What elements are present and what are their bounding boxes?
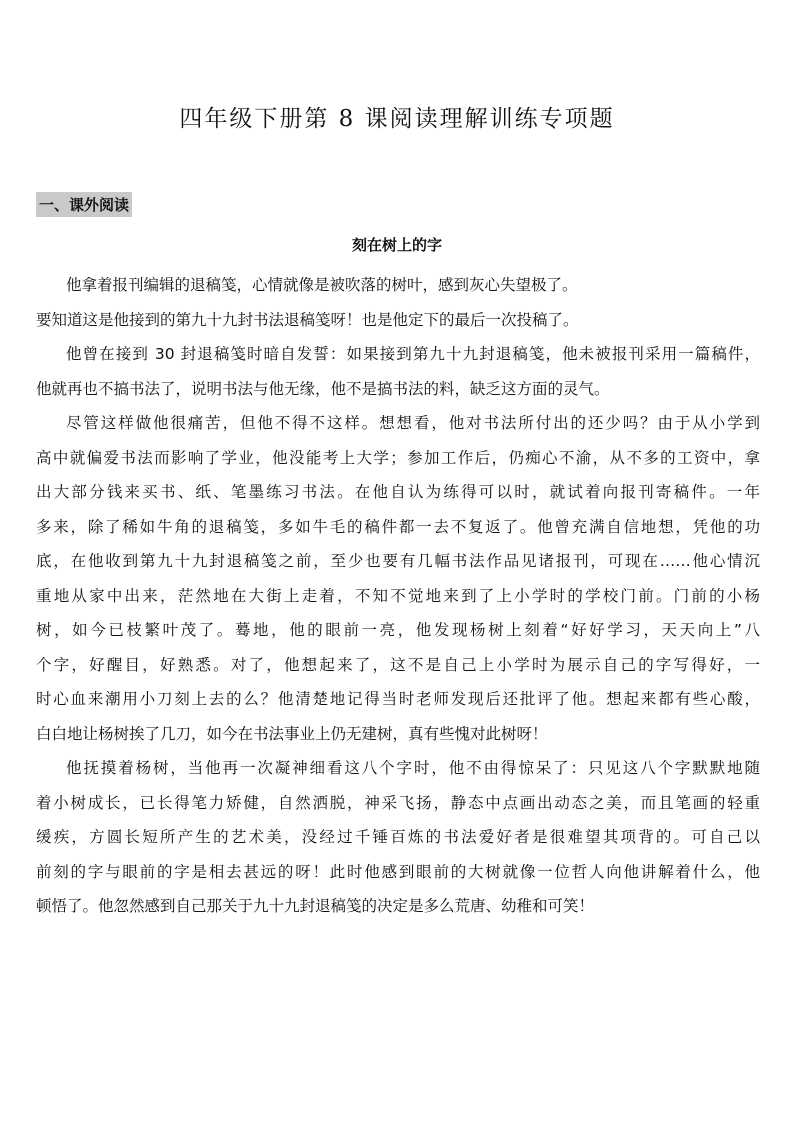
text-line: 个字，好醒目，好熟悉。对了，他想起来了，这不是自己上小学时为展示自己的字写得好，一	[36, 655, 760, 674]
section-heading: 一、课外阅读	[36, 192, 132, 217]
text-line: 他拿着报刊编辑的退稿笺，心情就像是被吹落的树叶，感到灰心失望极了。	[66, 276, 578, 294]
text-line: 着小树成长，已长得笔力矫健，自然洒脱，神采飞扬，静态中点画出动态之美，而且笔画的轻重	[36, 793, 760, 812]
article-body	[36, 268, 760, 924]
text-line: 重地从家中出来，茫然地在大街上走着，不知不觉地来到了上小学时的学校门前。门前的小杨	[36, 586, 760, 605]
text-line: 尽管这样做他很痛苦，但他不得不这样。想想看，他对书法所付出的还少吗？由于从小学到	[66, 414, 760, 432]
text-line: 他曾在接到 30 封退稿笺时暗自发誓：如果接到第九十九封退稿笺，他未被报刊采用一篇稿件，	[66, 345, 760, 363]
text-line: 多来，除了稀如牛角的退稿笺，多如牛毛的稿件都一去不复返了。他曾充满自信地想，凭他的功	[36, 517, 760, 536]
text-line: 前刻的字与眼前的字是相去甚远的呀！此时他感到眼前的大树就像一位哲人向他讲解着什么，他	[36, 862, 760, 881]
text-line: 树，如今已枝繁叶茂了。蓦地，他的眼前一亮，他发现杨树上刻着“好好学习，天天向上”八	[36, 621, 760, 639]
text-line: 时心血来潮用小刀刻上去的么？他清楚地记得当时老师发现后还批评了他。想起来都有些心酸，	[36, 690, 760, 708]
text-line: 高中就偏爱书法而影响了学业，他没能考上大学；参加工作后，仍痴心不渝，从不多的工资中，拿	[36, 448, 760, 467]
text-line: 缓疾，方圆长短所产生的艺术美，没经过千锤百炼的书法爱好者是很难望其项背的。可自己以	[36, 828, 760, 846]
text-line: 他抚摸着杨树，当他再一次凝神细看这八个字时，他不由得惊呆了：只见这八个字默默地随	[66, 759, 760, 777]
text-line: 他就再也不搞书法了，说明书法与他无缘，他不是搞书法的料，缺乏这方面的灵气。	[36, 379, 610, 398]
text-line: 出大部分钱来买书、纸、笔墨练习书法。在他自认为练得可以时，就试着向报刊寄稿件。一年	[36, 483, 760, 501]
page-title: 四年级下册第 8 课阅读理解训练专项题	[179, 106, 615, 132]
text-line: 白白地让杨树挨了几刀，如今在书法事业上仍无建树，真有些愧对此树呀！	[36, 724, 548, 743]
text-line: 顿悟了。他忽然感到自己那关于九十九封退稿笺的决定是多么荒唐、幼稚和可笑！	[36, 897, 595, 915]
text-line: 底，在他收到第九十九封退稿笺之前，至少也要有几幅书法作品见诸报刊，可现在……他心情沉	[36, 552, 760, 570]
article-title: 刻在树上的字	[351, 236, 442, 254]
text-line: 要知道这是他接到的第九十九封书法退稿笺呀！也是他定下的最后一次投稿了。	[36, 310, 579, 329]
